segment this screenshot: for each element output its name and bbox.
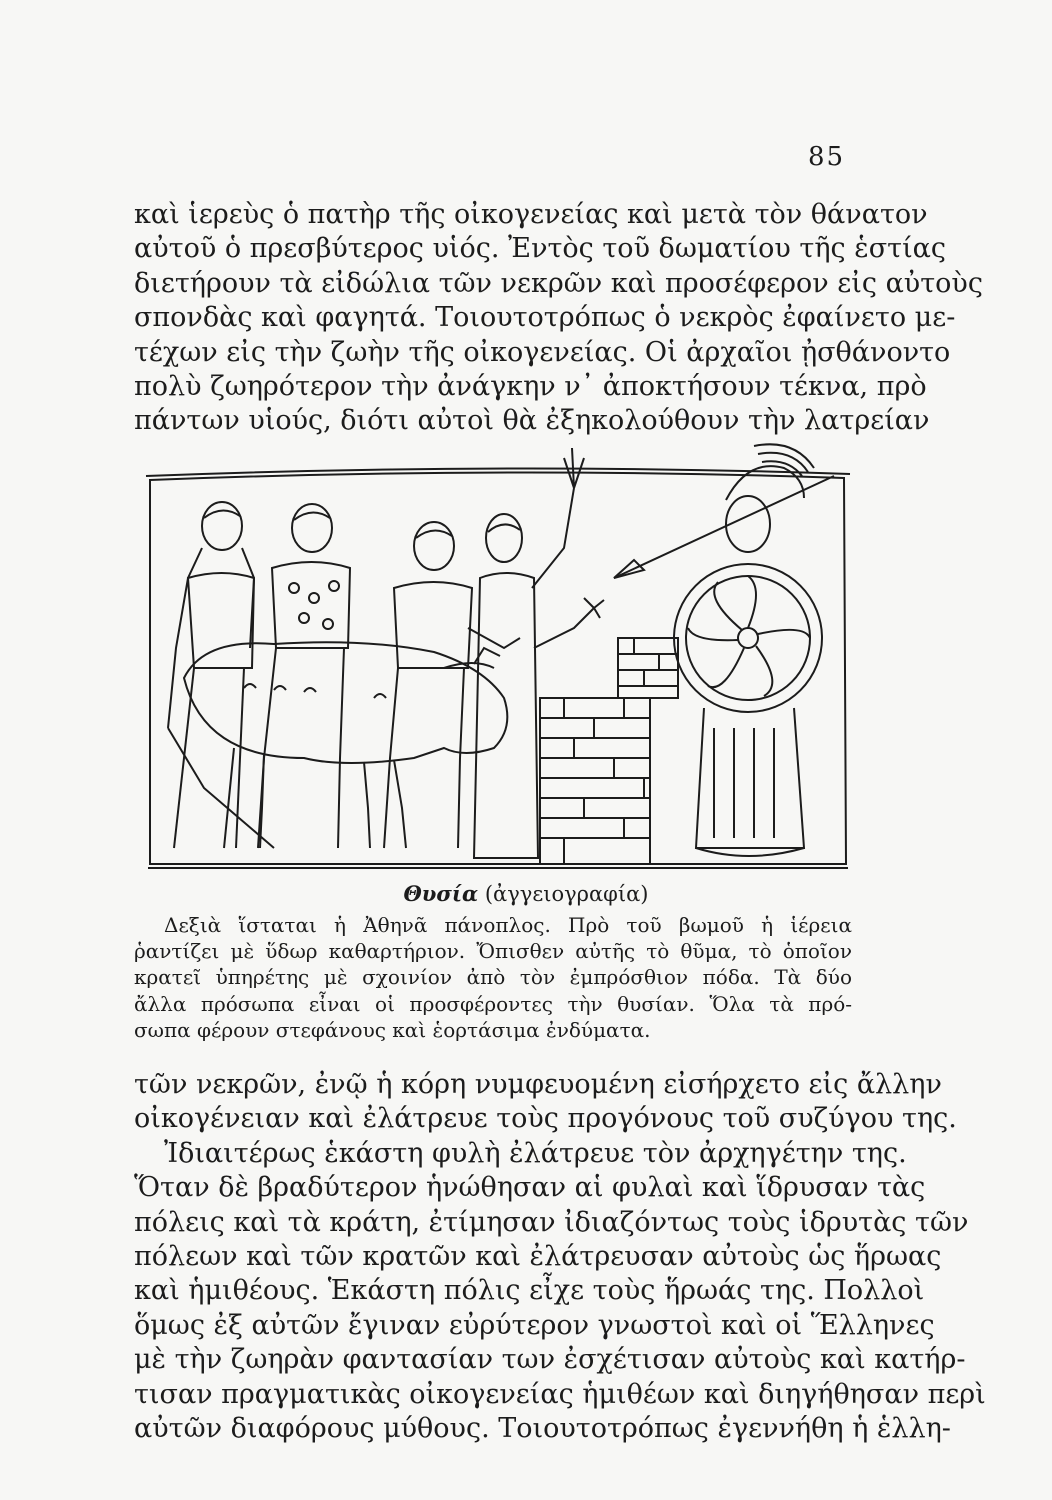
caption-line: Δεξιὰ ἵσταται ἡ Ἀθηνᾶ πάνοπλος. Πρὸ τοῦ βωμοῦ ἡ ἱέρεια bbox=[164, 913, 852, 937]
caption-line: ῥαντίζει μὲ ὕδωρ καθαρτήριον. Ὄπισθεν αὐτῆς τὸ θῦμα, τὸ ὁποῖον bbox=[134, 939, 852, 964]
sacrifice-illustration bbox=[144, 428, 860, 878]
text-line: τέχων εἰς τὴν ζωὴν τῆς οἰκογενείας. Οἱ ἀρχαῖοι ᾐσθάνοντο bbox=[134, 336, 951, 368]
offerer-figure-2 bbox=[384, 522, 520, 848]
bottom-paragraph bbox=[134, 1068, 986, 1446]
page-number: 85 bbox=[808, 142, 846, 172]
text-line: τῶν νεκρῶν, ἐνῷ ἡ κόρη νυμφευομένη εἰσήρχετο εἰς ἄλλην bbox=[134, 1069, 942, 1100]
top-paragraph bbox=[134, 198, 983, 439]
text-line: καὶ ἡμιθέους. Ἑκάστη πόλις εἶχε τοὺς ἥρωάς της. Πολλοὶ bbox=[134, 1275, 925, 1307]
text-line: πόλεις καὶ τὰ κράτη, ἐτίμησαν ἰδιαζόντως τοὺς ἱδρυτὰς τῶν bbox=[134, 1206, 969, 1238]
caption-title-italic: Θυσία bbox=[403, 881, 479, 906]
text-line: διετήρουν τὰ εἰδώλια τῶν νεκρῶν καὶ προσέφερον εἰς αὐτοὺς bbox=[134, 267, 983, 299]
figure-caption-title bbox=[0, 880, 1052, 908]
text-line: σπονδὰς καὶ φαγητά. Τοιουτοτρόπως ὁ νεκρὸς ἐφαίνετο με- bbox=[134, 302, 956, 334]
text-line: αὐτῶν διαφόρους μύθους. Τοιουτοτρόπως ἐγεννήθη ἡ ἑλλη- bbox=[134, 1413, 951, 1445]
caption-line: κρατεῖ ὑπηρέτης μὲ σχοινίον ἀπὸ τὸν ἐμπρόσθιον πόδα. Τὰ δύο bbox=[134, 965, 852, 990]
text-line: οἰκογένειαν καὶ ἐλάτρευε τοὺς προγόνους τοῦ συζύγου της. bbox=[134, 1103, 957, 1135]
text-line: Ἰδιαιτέρως ἑκάστη φυλὴ ἐλάτρευε τὸν ἀρχηγέτην της. bbox=[164, 1137, 907, 1169]
servant-figure bbox=[168, 502, 274, 848]
offerer-figure-1 bbox=[258, 504, 350, 848]
text-line: πάντων υἱούς, διότι αὐτοὶ θὰ ἐξηκολούθουν τὴν λατρείαν bbox=[134, 405, 930, 437]
caption-line: σωπα φέρουν στεφάνους καὶ ἑορτάσιμα ἐνδύματα. bbox=[134, 1017, 651, 1042]
text-line: Ὅταν δὲ βραδύτερον ἡνώθησαν αἱ φυλαὶ καὶ ἵδρυσαν τὰς bbox=[134, 1172, 926, 1204]
figure-caption-text bbox=[134, 912, 852, 1043]
text-line: πολὺ ζωηρότερον τὴν ἀνάγκην ν᾿ ἀποκτήσουν τέκνα, πρὸ bbox=[134, 371, 927, 403]
text-line: τισαν πραγματικὰς οἰκογενείας ἡμιθέων καὶ διηγήθησαν περὶ bbox=[134, 1378, 986, 1410]
text-line: καὶ ἱερεὺς ὁ πατὴρ τῆς οἰκογενείας καὶ μετὰ τὸν θάνατον bbox=[134, 199, 928, 230]
caption-subtitle: (ἀγγειογραφία) bbox=[484, 882, 649, 906]
text-line: μὲ τὴν ζωηρὰν φαντασίαν των ἐσχέτισαν αὐτοὺς καὶ κατήρ- bbox=[134, 1344, 966, 1376]
text-line: πόλεων καὶ τῶν κρατῶν καὶ ἐλάτρευσαν αὐτοὺς ὡς ἥρωας bbox=[134, 1241, 942, 1273]
vase-painting-figure bbox=[144, 428, 860, 878]
figure-frame bbox=[150, 472, 846, 864]
altar bbox=[540, 638, 678, 864]
athena-figure bbox=[614, 444, 834, 856]
text-line: αὐτοῦ ὁ πρεσβύτερος υἱός. Ἐντὸς τοῦ δωματίου τῆς ἑστίας bbox=[134, 233, 947, 265]
caption-line: ἄλλα πρόσωπα εἶναι οἱ προσφέροντες τὴν θυσίαν. Ὅλα τὰ πρό- bbox=[134, 991, 852, 1016]
text-line: ὅμως ἐξ αὐτῶν ἔγιναν εὐρύτερον γνωστοὶ καὶ οἱ Ἕλληνες bbox=[134, 1309, 935, 1341]
